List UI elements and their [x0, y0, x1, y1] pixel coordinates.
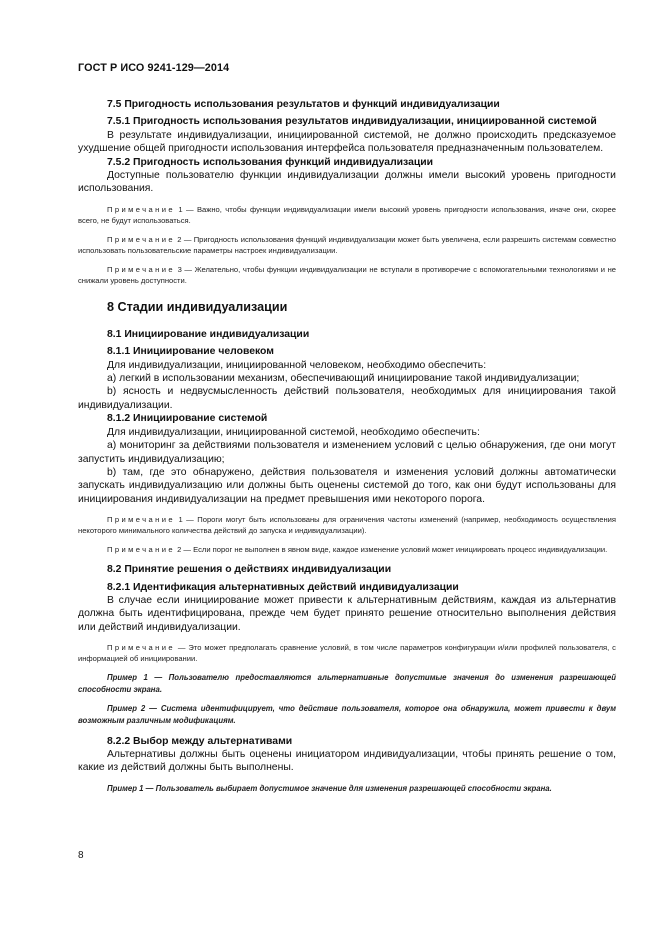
note-label: Примечание: [107, 643, 175, 653]
note: [78, 234, 616, 256]
note-label: Примечание: [107, 515, 175, 525]
document-page: [78, 62, 616, 922]
section-8-1-title: 8.1 Инициирование индивидуализации: [107, 328, 310, 340]
section-8-2-2-title: 8.2.2 Выбор между альтернативами: [107, 735, 293, 747]
section-8-2-2-text: Альтернативы должны быть оценены инициатором индивидуализации, чтобы принять решение о том, какие из действий должны быть выполнены.: [78, 748, 616, 774]
section-7-5-1-text: В результате индивидуализации, инициированной системой, не должно происходить предсказуемое ухудшение общей пригодности использования интерфейса пользователя предназначенным пользователем.: [78, 129, 616, 155]
note: [78, 642, 616, 664]
note-text: 1 — Важно, чтобы функции индивидуализации имели высокий уровень пригодности использования, иначе они, скорее всего, не будут использоваться.: [78, 204, 616, 225]
section-8-title: 8 Стадии индивидуализации: [107, 299, 288, 314]
section-7-5-2-text: Доступные пользователю функции индивидуализации должны имели высокий уровень пригодности использования.: [78, 170, 616, 195]
note: [78, 544, 616, 555]
note-label: Примечание: [107, 204, 175, 214]
note-label: Примечание: [107, 545, 175, 555]
document-header: ГОСТ Р ИСО 9241-129—2014: [78, 62, 230, 74]
section-8-1-1-intro: Для индивидуализации, инициированной человеком, необходимо обеспечить:: [107, 359, 487, 371]
note-text: 3 — Желательно, чтобы функции индивидуализации не вступали в противоречие с вспомогательными технологиями и не снижали уровень доступности.: [78, 264, 616, 285]
section-8-2-1-text: В случае если инициирование может привести к альтернативным действиям, каждая из альтернатив должна быть идентифицирована, прежде чем будет принято решение относительно выполнения действия или действий индивидуализации.: [78, 594, 616, 633]
example: Пример 1 — Пользователь выбирает допустимое значение для изменения разрешающей способности экрана.: [107, 783, 552, 793]
note: [78, 204, 616, 226]
page-number: 8: [78, 850, 84, 861]
note-text: — Это может предполагать сравнение условий, в том числе параметров конфигурации и/или профилей пользователя, с информацией об инициировании.: [78, 643, 616, 664]
note-text: 2 — Если порог не выполнен в явном виде, каждое изменение условий может инициировать процесс индивидуализации.: [177, 545, 608, 555]
note: [78, 264, 616, 286]
section-8-1-2-title: 8.1.2 Инициирование системой: [107, 413, 268, 425]
note-label: Примечание: [107, 264, 175, 274]
section-7-5-2-title: 7.5.2 Пригодность использования функций индивидуализации: [107, 156, 434, 168]
section-8-1-1-item-b: b) ясность и недвусмысленность действий пользователя, необходимых для инициирования такой индивидуализации.: [78, 386, 616, 411]
note-text: 2 — Пригодность использования функций индивидуализации может быть увеличена, если разрешить системам совместно использовать пользовательские параметры настроек индивидуализации.: [78, 234, 616, 255]
section-8-1-2-item-b: b) там, где это обнаружено, действия пользователя и изменения условий должны автоматически запускать индивидуализацию или должны быть оценены системой до того, как они будут использованы для инициирования индивидуализации на предмет превышения ими некоторого порога.: [78, 466, 616, 505]
note-label: Примечание: [107, 234, 175, 244]
section-8-1-1-item-a: а) легкий в использовании механизм, обеспечивающий инициирование такой индивидуализации;: [107, 373, 580, 385]
section-8-2-title: 8.2 Принятие решения о действиях индивидуализации: [107, 564, 392, 576]
example: Пример 2 — Система идентифицирует, что действие пользователя, которое она обнаружила, может привести к двум возможным различным модификациям.: [78, 704, 616, 725]
example: Пример 1 — Пользователю предоставляются альтернативные допустимые значения до изменения разрешающей способности экрана.: [78, 673, 616, 694]
note-text: 1 — Пороги могут быть использованы для ограничения частоты изменений (например, необходимость осуществления некоторого минимального количества действий до запуска и индивидуализации).: [78, 515, 616, 536]
section-7-5-title: 7.5 Пригодность использования результатов и функций индивидуализации: [107, 99, 500, 110]
section-8-2-1-title: 8.2.1 Идентификация альтернативных действий индивидуализации: [107, 581, 459, 593]
section-8-1-2-intro: Для индивидуализации, инициированной системой, необходимо обеспечить:: [107, 426, 480, 438]
section-8-1-2-item-a: а) мониторинг за действиями пользователя и изменением условий с целью обнаружения, где они могут запустить индивидуализацию;: [78, 440, 616, 465]
note: [78, 514, 616, 536]
section-8-1-1-title: 8.1.1 Инициирование человеком: [107, 346, 274, 358]
section-7-5-1-title: 7.5.1 Пригодность использования результатов индивидуализации, инициированной системой: [107, 116, 597, 128]
